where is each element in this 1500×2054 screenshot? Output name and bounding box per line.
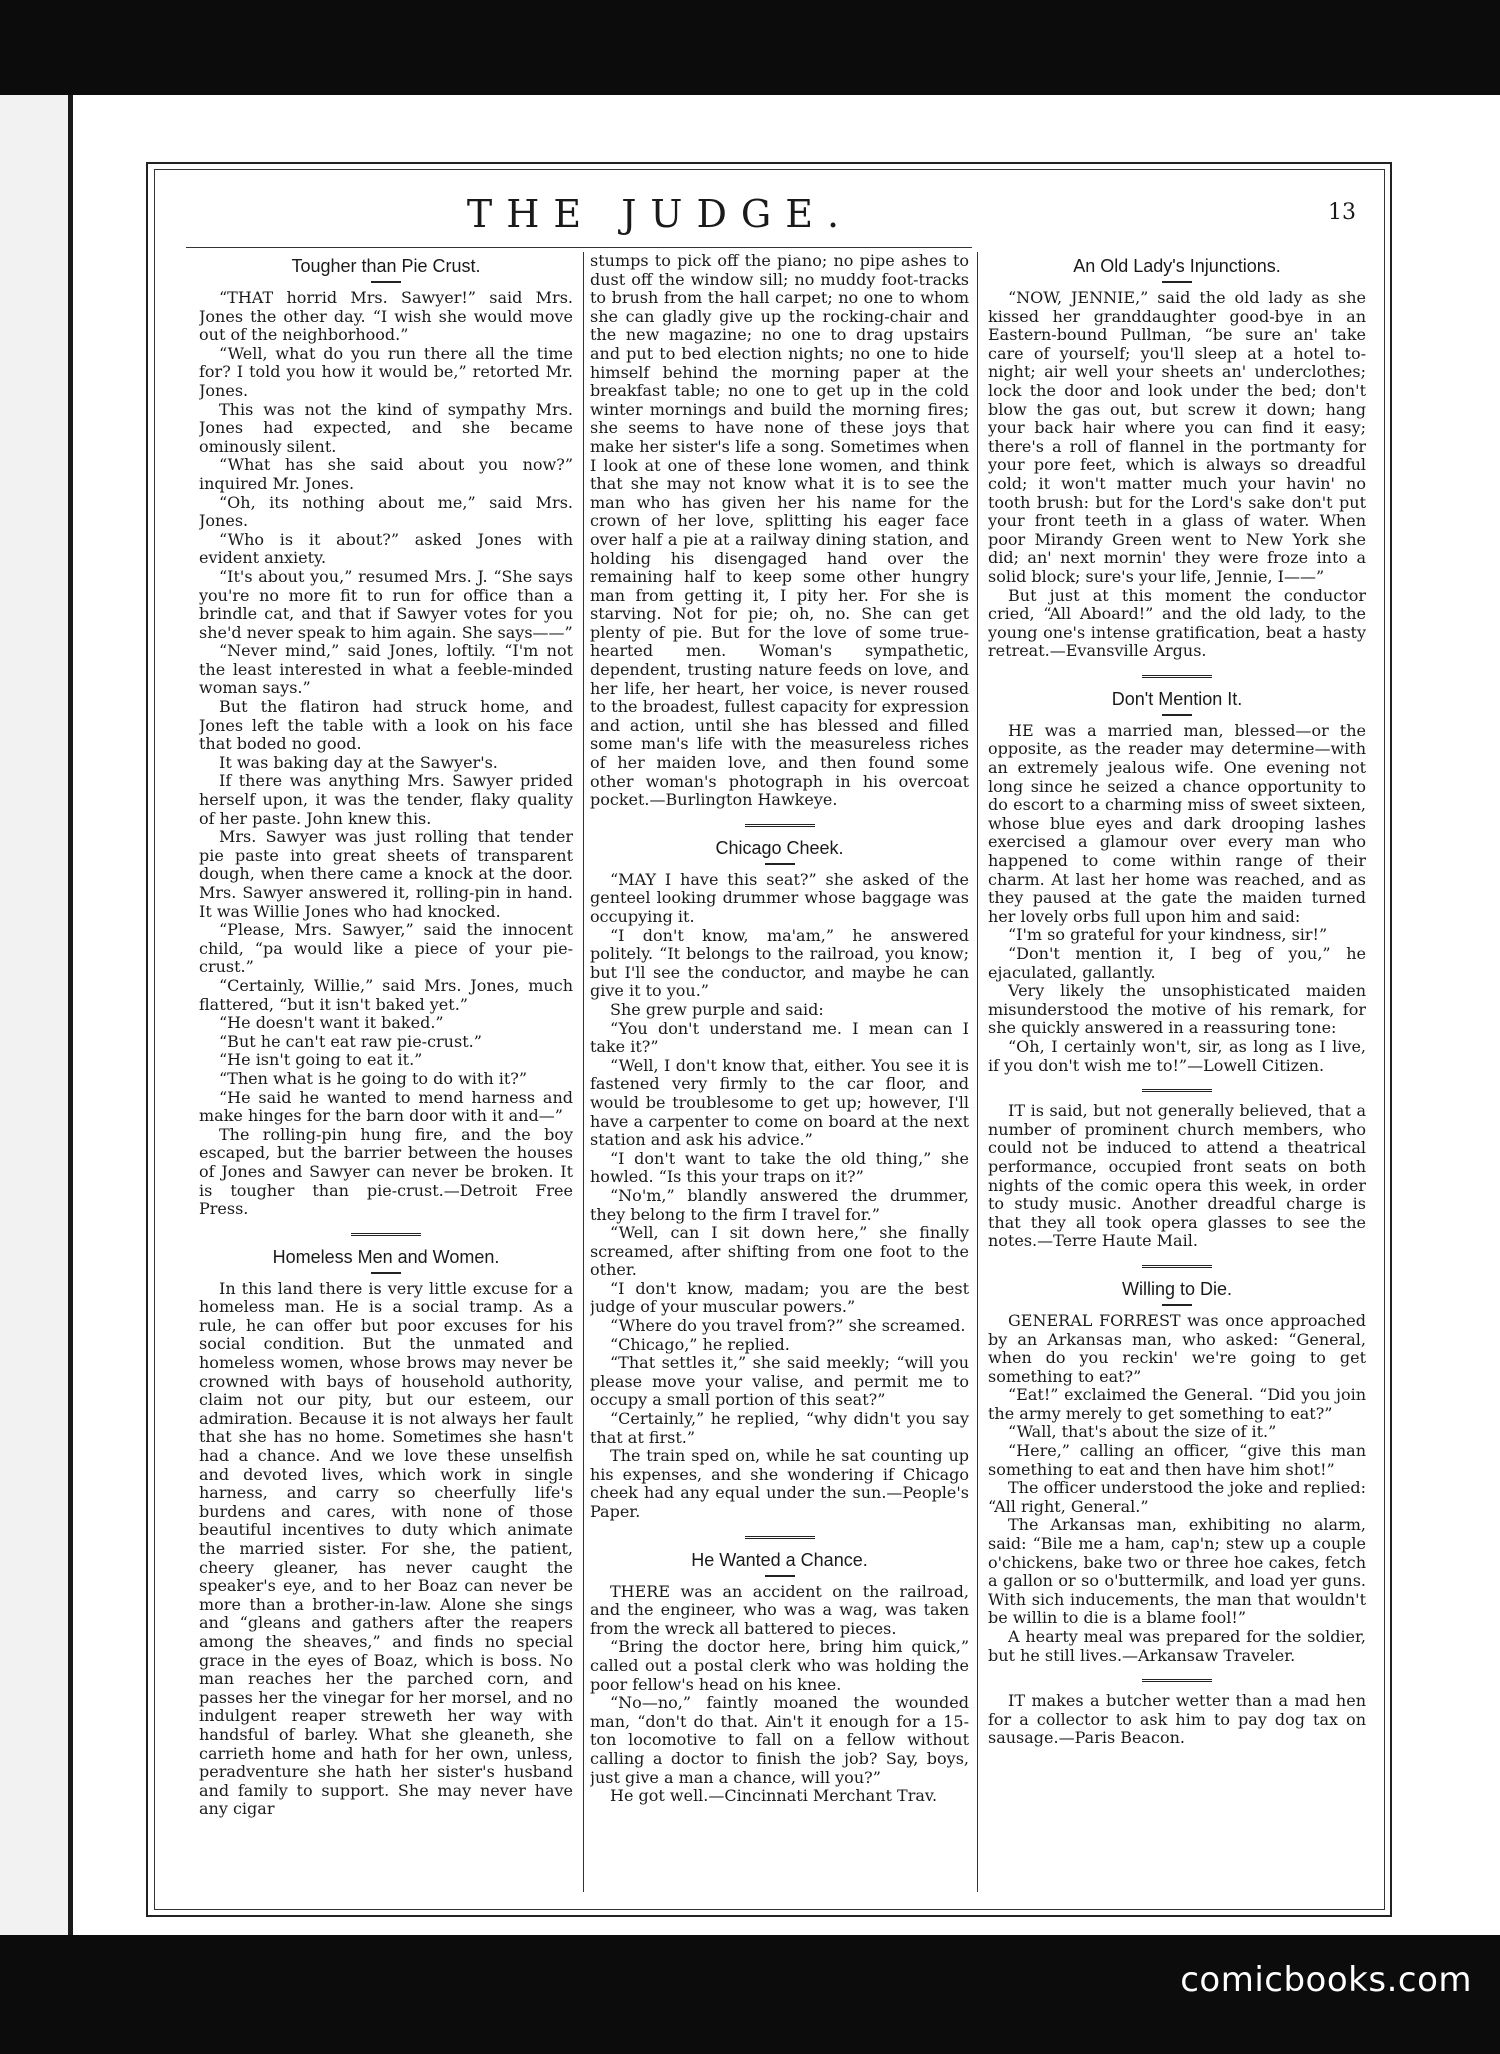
article-paragraph: “He said he wanted to mend harness and make hinges for the barn door with it and—” <box>199 1087 573 1126</box>
scan-top-border <box>0 0 1500 95</box>
article-separator <box>1142 1679 1212 1682</box>
article-paragraph: “No—no,” faintly moaned the wounded man, “don't do that. Ain't it enough for a 15-ton locomotive to fall on a fellow without calling a doctor to finish the job? Say, boys, just give a man a chance, will you?” <box>590 1693 969 1787</box>
article-paragraph: “Oh, I certainly won't, sir, as long as I live, if you don't wish me to!”—Lowell Citizen. <box>988 1036 1366 1075</box>
article-paragraph: “I don't want to take the old thing,” she howled. “Is this your traps on it?” <box>590 1148 969 1187</box>
article-paragraph: He got well.—Cincinnati Merchant Trav. <box>610 1786 938 1806</box>
article-paragraph: It was baking day at the Sawyer's. <box>219 752 498 772</box>
article-title: Tougher than Pie Crust. <box>291 256 481 276</box>
article-paragraph: “That settles it,” she said meekly; “will you please move your valise, and permit me to occupy a small portion of this seat?” <box>590 1353 969 1410</box>
article-paragraph: Mrs. Sawyer was just rolling that tender pie paste into great sheets of transparent dough, when there came a knock at the door. Mrs. Sawyer answered it, rolling-pin in hand. It was Willie Jones who had knocked. <box>199 827 573 921</box>
article-paragraph: “Who is it about?” asked Jones with evident anxiety. <box>199 529 573 568</box>
article <box>199 255 573 1219</box>
title-underline <box>1162 1304 1192 1306</box>
article-paragraph: “Well, can I sit down here,” she finally screamed, after shifting from one foot to the other. <box>590 1223 969 1280</box>
article-paragraph: “I'm so grateful for your kindness, sir!” <box>1008 925 1328 945</box>
masthead: THE JUDGE. <box>466 192 854 236</box>
article-paragraph: “He isn't going to eat it.” <box>219 1050 423 1070</box>
article-paragraph: But the flatiron had struck home, and Jones left the table with a look on his face that boded no good. <box>199 697 573 754</box>
article-paragraph: “NOW, JENNIE,” said the old lady as she kissed her granddaughter good-bye in an Eastern-bound Pullman, “be sure an' take care of yourself; you'll sleep at a hotel to-night; air well your sheets an' underclothes; lock the door and look under the bed; don't blow the gas out, but screw it down; hang your back hair where you can find it easy; there's a roll of flannel in the portmanty for your pore feet, which is always so dreadful cold; it won't matter much your havin' no tooth brush: but for the Lord's sake don't put your front teeth in a glass of water. When poor Mirandy Green went to New York she did; an' next mornin' they were froze into a solid block; sure's your life, Jennie, I——” <box>988 288 1366 586</box>
article <box>988 1692 1366 1748</box>
article-paragraph: “Don't mention it, I beg of you,” he ejaculated, gallantly. <box>988 944 1366 982</box>
article-separator <box>1142 1265 1212 1268</box>
article-paragraph: IT makes a butcher wetter than a mad hen for a collector to ask him to pay dog tax on sausage.—Paris Beacon. <box>988 1691 1366 1748</box>
article-paragraph: “Please, Mrs. Sawyer,” said the innocent child, “pa would like a piece of your pie-crust.” <box>199 920 573 977</box>
title-underline <box>765 1575 795 1577</box>
article-paragraph: The rolling-pin hung fire, and the boy escaped, but the barrier between the houses of Jones and Sawyer can never be broken. It is tougher than pie-crust.—Detroit Free Press. <box>199 1124 573 1219</box>
article <box>590 837 969 1522</box>
column-divider <box>977 252 978 1892</box>
article-title: Willing to Die. <box>1121 1278 1233 1299</box>
title-underline <box>1162 714 1192 716</box>
article-paragraph: “Where do you travel from?” she screamed. <box>610 1316 966 1336</box>
column-1 <box>199 255 573 1895</box>
article-paragraph: A hearty meal was prepared for the soldier, but he still lives.—Arkansaw Traveler. <box>988 1627 1366 1665</box>
article <box>590 1549 969 1806</box>
article-paragraph: “Certainly, Willie,” said Mrs. Jones, much flattered, “but it isn't baked yet.” <box>199 975 573 1014</box>
article-paragraph: “No'm,” blandly answered the drummer, they belong to the firm I travel for.” <box>590 1185 969 1224</box>
article-paragraph: “Certainly,” he replied, “why didn't you say that at first.” <box>590 1409 969 1447</box>
title-underline <box>765 863 795 865</box>
article <box>988 255 1366 661</box>
article <box>988 1102 1366 1251</box>
article-paragraph: Very likely the unsophisticated maiden misunderstood the motive of his remark, for she quickly answered in a reassuring tone: <box>988 981 1366 1038</box>
article-paragraph: “Wall, that's about the size of it.” <box>1008 1422 1277 1442</box>
article-paragraph: This was not the kind of sympathy Mrs. Jones had expected, and she became ominously silent. <box>199 399 573 456</box>
article-paragraph: “Bring the doctor here, bring him quick,” called out a postal clerk who was holding the poor fellow's head on his knee. <box>590 1637 969 1694</box>
article-paragraph: The officer understood the joke and replied: “All right, General.” <box>988 1478 1366 1516</box>
article-paragraph: “THAT horrid Mrs. Sawyer!” said Mrs. Jones the other day. “I wish she would move out of the neighborhood.” <box>199 288 573 345</box>
page-number: 13 <box>1328 200 1356 225</box>
article-paragraph: If there was anything Mrs. Sawyer prided herself upon, it was the tender, flaky quality of her paste. John knew this. <box>199 771 573 828</box>
article-paragraph: In this land there is very little excuse for a homeless man. He is a social tramp. As a rule, he can offer but poor excuses for his social condition. But the unmated and homeless women, whose brows may never be crowned with bays of household authority, claim not our pity, but our esteem, our admiration. Because it is not always her fault that she has no home. Sometimes she hasn't had a chance. And we love these unselfish and devoted lives, which work in single harness, and carry so cheerfully life's burdens and cares, with none of those beautiful incentives to duty which animate the married sister. For she, the patient, cheery gleaner, has never caught the speaker's eye, and to her Boaz can never be more than a brother-in-law. Alone she sings and “gleans and gathers after the reapers among the sheaves,” and finds no special grace in the eyes of Boaz, which is boss. No man reaches her the parched corn, and passes her the vinegar for her morsel, and no indulgent reaper streweth her way with handsful of barley. What she gleaneth, she carrieth home and hath for her own, unless, peradventure she hath her sister's husband and family to support. She may never have any cigar <box>199 1278 573 1819</box>
article-paragraph: “Well, what do you run there all the time for? I told you how it would be,” retorted Mr. Jones. <box>199 343 573 400</box>
article-paragraph: “Here,” calling an officer, “give this man something to eat and then have him shot!” <box>988 1441 1366 1479</box>
article-paragraph: stumps to pick off the piano; no pipe ashes to dust off the window sill; no muddy foot-tracks to brush from the hall carpet; no one to whom she can gladly give up the rocking-chair and the new magazine; no one to drag upstairs and put to bed election nights; no one to hide himself behind the morning paper at the breakfast table; no one to get up in the cold winter mornings and build the morning fires; she seems to have none of these joys that make her sister's life a song. Sometimes when I look at one of these lone women, and think that she may not know what it is to see the man who has given her his name for the crown of her love, splitting his eager face over half a pie at a railway dining station, and holding his disengaged hand over the remaining half to keep some other hungry man from getting it, I pity her. For she is starving. Not for pie; oh, no. She can get plenty of pie. But for the love of some true-hearted men. Woman's sympathetic, dependent, trusting nature feeds on love, and her life, her heart, her voice, is never roused to the broadest, fullest capacity for expression and action, until she has blessed and filled some man's life with the measureless riches of her maiden love, and then found some other woman's photograph in his overcoat pocket.—Burlington Hawkeye. <box>590 252 969 810</box>
watermark: comicbooks.com <box>1180 1960 1472 2000</box>
article-paragraph: “But he can't eat raw pie-crust.” <box>219 1031 482 1051</box>
article-paragraph: “Chicago,” he replied. <box>610 1334 790 1354</box>
article-paragraph: “He doesn't want it baked.” <box>219 1013 444 1033</box>
column-3 <box>988 255 1366 1895</box>
article-title: He Wanted a Chance. <box>691 1549 868 1570</box>
title-underline <box>1162 281 1192 283</box>
article-paragraph: “You don't understand me. I mean can I take it?” <box>590 1018 969 1057</box>
article-paragraph: “Oh, its nothing about me,” said Mrs. Jones. <box>199 492 573 531</box>
article-paragraph: “I don't know, ma'am,” he answered politely. “It belongs to the railroad, you know; but I'll see the conductor, and maybe he can give it to you.” <box>590 925 969 1001</box>
article-separator <box>351 1233 421 1236</box>
article-paragraph: “Eat!” exclaimed the General. “Did you join the army merely to get something to eat?” <box>988 1385 1366 1423</box>
article-paragraph: “I don't know, madam; you are the best judge of your muscular powers.” <box>590 1278 969 1317</box>
article-title: Chicago Cheek. <box>715 837 844 858</box>
article-paragraph: HE was a married man, blessed—or the opposite, as the reader may determine—with an extremely jealous wife. One evening not long since he seized a chance opportunity to do escort to a charming miss of sweet sixteen, whose blue eyes and dark drooping lashes exercised a glamour over every man who happened to come within range of their charm. At last her home was reached, and as they paused at the gate the maiden turned her lovely orbs full upon him and said: <box>988 720 1366 926</box>
article-paragraph: She grew purple and said: <box>610 999 824 1019</box>
article-separator <box>745 824 815 827</box>
column-divider <box>583 252 584 1892</box>
scan-left-margin <box>0 95 73 1935</box>
article-title: Don't Mention It. <box>1111 688 1243 709</box>
article-separator <box>745 1536 815 1539</box>
article-paragraph: “What has she said about you now?” inquired Mr. Jones. <box>199 455 573 493</box>
article-title: An Old Lady's Injunctions. <box>1073 256 1281 276</box>
title-underline <box>371 281 401 283</box>
article-paragraph: “Never mind,” said Jones, loftily. “I'm not the least interested in what a feeble-minded woman says.” <box>199 641 573 698</box>
article <box>988 688 1366 1075</box>
article-paragraph: The train sped on, while he sat counting up his expenses, and she wondering if Chicago cheek had any equal under the sun.—People's Paper. <box>590 1446 969 1521</box>
article-paragraph: “Then what is he going to do with it?” <box>219 1068 528 1088</box>
article-paragraph: “It's about you,” resumed Mrs. J. “She says you're no more fit to run for office than a brindle cat, and that if Sawyer votes for you she'd never speak to him again. She says——” <box>199 566 573 642</box>
article-paragraph: But just at this moment the conductor cried, “All Aboard!” and the old lady, to the young one's intense gratification, beat a hasty retreat.—Evansville Argus. <box>988 585 1366 661</box>
article <box>199 1246 573 1819</box>
article <box>590 252 969 810</box>
article-paragraph: The Arkansas man, exhibiting no alarm, said: “Bile me a ham, cap'n; stew up a couple o'chickens, bake two or three hoe cakes, fetch a gallon or so o'buttermilk, and load yer guns. With sich inducements, the man that wouldn't be willin to die is a blame fool!” <box>988 1515 1366 1628</box>
title-underline <box>371 1272 401 1274</box>
article-separator <box>1142 675 1212 678</box>
article <box>988 1278 1366 1665</box>
article-paragraph: GENERAL FORREST was once approached by an Arkansas man, who asked: “General, when do you reckin' we're going to get something to eat?” <box>988 1310 1366 1386</box>
header-rule <box>186 247 972 248</box>
article-paragraph: THERE was an accident on the railroad, and the engineer, who was a wag, was taken from the wreck all battered to pieces. <box>590 1581 969 1638</box>
article-paragraph: “Well, I don't know that, either. You see it is fastened very firmly to the car floor, and would be troublesome to get up; however, I'll have a carpenter to come on board at the next station and ask his advice.” <box>590 1055 969 1150</box>
article-title: Homeless Men and Women. <box>272 1246 500 1267</box>
article-paragraph: “MAY I have this seat?” she asked of the genteel looking drummer whose baggage was occupying it. <box>590 869 969 926</box>
article-separator <box>1142 1089 1212 1092</box>
article-paragraph: IT is said, but not generally believed, that a number of prominent church members, who could not be induced to attend a theatrical performance, occupied front seats on both nights of the comic opera this week, in order to study music. Another dreadful charge is that they all took opera glasses to see the notes.—Terre Haute Mail. <box>988 1101 1366 1251</box>
column-2 <box>590 252 969 1892</box>
